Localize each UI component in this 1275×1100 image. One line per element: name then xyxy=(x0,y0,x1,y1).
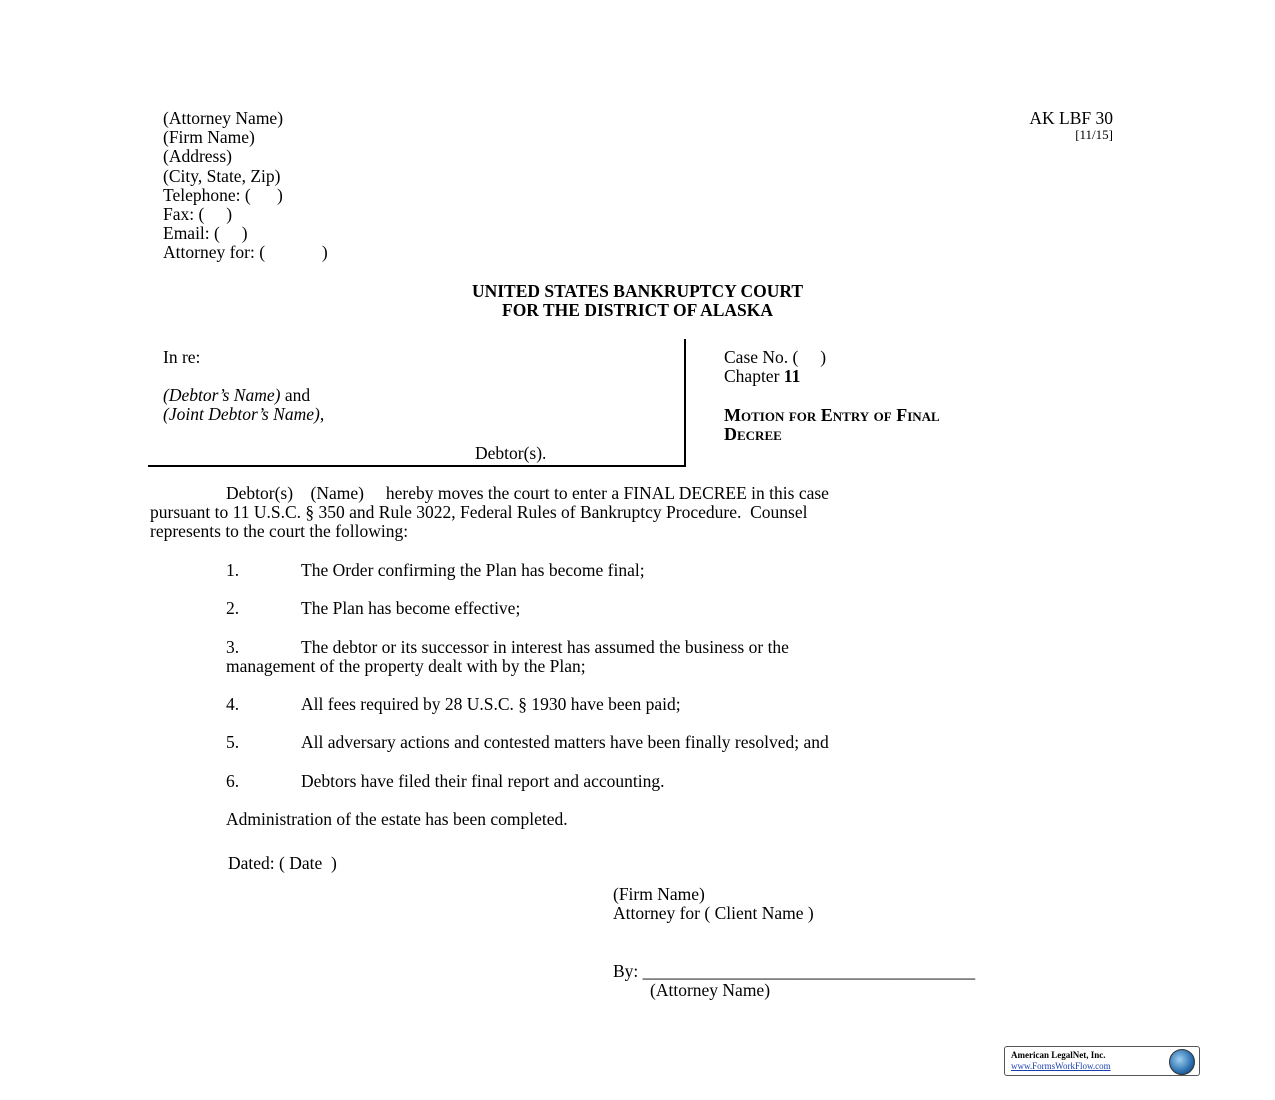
intro-line-1: Debtor(s) (Name) hereby moves the court to enter a FINAL DECREE in this case xyxy=(226,483,829,503)
list-item-continuation: management of the property dealt with by the Plan; xyxy=(226,656,586,676)
list-item xyxy=(226,772,664,791)
item-text: The Order confirming the Plan has become final; xyxy=(301,560,645,580)
form-id: AK LBF 30 xyxy=(1029,108,1113,128)
list-item xyxy=(226,638,789,657)
joint-debtor-line xyxy=(163,405,324,424)
intro-line-3: represents to the court the following: xyxy=(150,521,409,541)
debtors-label: Debtor(s). xyxy=(475,443,547,463)
globe-icon xyxy=(1169,1049,1195,1075)
list-item xyxy=(226,599,520,618)
telephone: Telephone: ( ) xyxy=(163,184,283,205)
list-item xyxy=(226,695,681,714)
dated-line: Dated: ( Date ) xyxy=(228,853,337,873)
chapter-number: 11 xyxy=(783,366,801,386)
attorney-for: Attorney for: ( ) xyxy=(163,242,328,263)
intro-line-2: pursuant to 11 U.S.C. § 350 and Rule 3022, Federal Rules of Bankruptcy Procedure. Counsel xyxy=(150,502,808,522)
item-text: The Plan has become effective; xyxy=(301,598,521,618)
item-number: 6. xyxy=(226,771,240,791)
debtor-line xyxy=(163,386,310,405)
item-text: All adversary actions and contested matters have been finally resolved; and xyxy=(301,732,829,752)
attorney-name: (Attorney Name) xyxy=(163,108,284,128)
address: (Address) xyxy=(163,146,233,167)
signature-attorney-name: (Attorney Name) xyxy=(650,980,771,1000)
item-number: 5. xyxy=(226,732,240,752)
list-item xyxy=(226,561,645,580)
fax: Fax: ( ) xyxy=(163,203,233,224)
chapter xyxy=(724,367,800,386)
form-revision: [11/15] xyxy=(1075,127,1113,142)
firm-name: (Firm Name) xyxy=(163,127,255,148)
city-state-zip: (City, State, Zip) xyxy=(163,165,281,186)
item-number: 3. xyxy=(226,637,240,657)
motion-title-line-2: Decree xyxy=(724,424,782,444)
administration-statement: Administration of the estate has been completed. xyxy=(226,809,568,829)
in-re-label: In re: xyxy=(163,347,201,367)
attorney-header xyxy=(163,109,328,263)
motion-title-line-1: Motion for Entry of Final xyxy=(724,405,940,425)
caption-divider-vertical xyxy=(684,339,686,467)
court-line-1: UNITED STATES BANKRUPTCY COURT xyxy=(471,281,804,301)
chapter-label: Chapter xyxy=(724,366,784,386)
court-line-2: FOR THE DISTRICT OF ALASKA xyxy=(502,300,773,320)
signature-line: By: ______________________________________ xyxy=(613,961,976,981)
logo-url-link[interactable]: www.FormsWorkFlow.com xyxy=(1011,1061,1111,1071)
joint-debtor-name: (Joint Debtor’s Name) xyxy=(163,404,320,424)
debtor-name: (Debtor’s Name) xyxy=(163,385,281,405)
item-text: Debtors have filed their final report and accounting. xyxy=(301,771,665,791)
item-number: 2. xyxy=(226,598,240,618)
form-identifier xyxy=(1029,109,1113,142)
joint-comma: , xyxy=(319,404,325,424)
court-title xyxy=(0,282,1275,320)
email: Email: ( ) xyxy=(163,223,248,244)
item-number: 1. xyxy=(226,560,240,580)
debtor-and: and xyxy=(280,385,311,405)
caption-divider-horizontal xyxy=(148,465,685,467)
item-text: The debtor or its successor in interest has assumed the business or the xyxy=(301,637,789,657)
logo-title: American LegalNet, Inc. xyxy=(1011,1050,1106,1060)
signature-attorney-for: Attorney for ( Client Name ) xyxy=(613,903,814,923)
case-number: Case No. ( ) xyxy=(724,347,827,367)
signature-firm-name: (Firm Name) xyxy=(613,884,705,904)
american-legalnet-logo[interactable] xyxy=(1004,1046,1200,1076)
list-item xyxy=(226,733,829,752)
item-number: 4. xyxy=(226,694,240,714)
item-text: All fees required by 28 U.S.C. § 1930 have been paid; xyxy=(301,694,681,714)
